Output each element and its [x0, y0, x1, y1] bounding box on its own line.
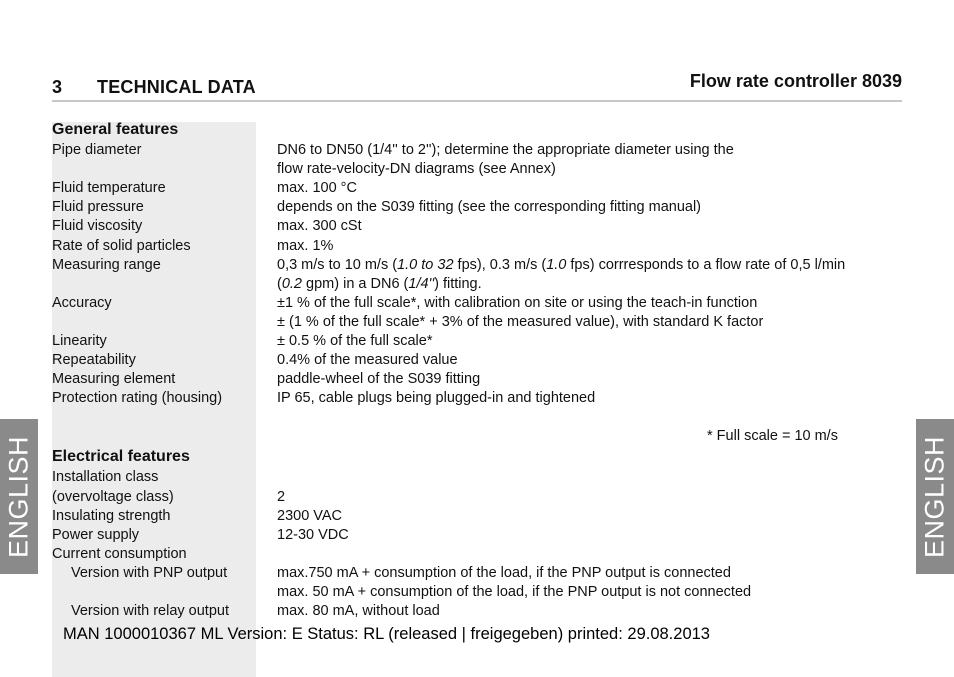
- value-accuracy: ±1 % of the full scale*, with calibration on site or using the teach-in function ± (1 % of the full scale* + 3% of the measured value), with standard K factor: [277, 295, 764, 330]
- chapter-title: TECHNICAL DATA: [97, 77, 256, 97]
- label-protection-rating: Protection rating (housing): [52, 390, 223, 406]
- value-protection-rating: IP 65, cable plugs being plugged-in and tightened: [277, 390, 596, 406]
- value-solid-particles: max. 1%: [277, 238, 334, 254]
- footnote-full-scale: * Full scale = 10 m/s: [707, 428, 838, 444]
- value-linearity: ± 0.5 % of the full scale*: [277, 333, 433, 349]
- language-tab-right: ENGLISH: [916, 419, 954, 574]
- label-fluid-temperature: Fluid temperature: [52, 180, 166, 196]
- section-title-electrical: Electrical features: [52, 448, 190, 465]
- value-measuring-range: 0,3 m/s to 10 m/s (1.0 to 32 fps), 0.3 m/s (1.0 fps) corrresponds to a flow rate of 0,5 l/min (0.2 gpm) in a DN6 (1/4'') fitting.: [277, 257, 846, 292]
- label-overvoltage-class: (overvoltage class): [52, 489, 174, 505]
- value-measuring-element: paddle-wheel of the S039 fitting: [277, 371, 481, 387]
- value-fluid-temperature: max. 100 °C: [277, 180, 357, 196]
- value-installation-class: 2: [277, 489, 286, 505]
- value-relay-output: max. 80 mA, without load: [277, 603, 440, 619]
- value-repeatability: 0.4% of the measured value: [277, 352, 458, 368]
- value-fluid-pressure: depends on the S039 fitting (see the corresponding fitting manual): [277, 199, 701, 215]
- document-status-stamp: MAN 1000010367 ML Version: E Status: RL (released | freigegeben) printed: 29.08.2013: [63, 625, 710, 643]
- label-pnp-output: Version with PNP output: [71, 565, 228, 581]
- product-title: Flow rate controller 8039: [689, 71, 902, 91]
- label-fluid-pressure: Fluid pressure: [52, 199, 144, 215]
- label-installation-class: Installation class: [52, 469, 159, 485]
- label-current-consumption: Current consumption: [52, 546, 187, 562]
- label-insulating-strength: Insulating strength: [52, 508, 171, 524]
- value-power-supply: 12-30 VDC: [277, 527, 349, 543]
- label-measuring-element: Measuring element: [52, 371, 176, 387]
- value-pnp-output: max.750 mA + consumption of the load, if the PNP output is connected max. 50 mA + consumption of the load, if the PNP output is not connected: [277, 565, 752, 600]
- language-tab-left: ENGLISH: [0, 419, 38, 574]
- label-accuracy: Accuracy: [52, 295, 112, 311]
- value-pipe-diameter: DN6 to DN50 (1/4'' to 2''); determine the appropriate diameter using the flow rate-velocity-DN diagrams (see Annex): [277, 142, 734, 177]
- label-pipe-diameter: Pipe diameter: [52, 142, 142, 158]
- label-fluid-viscosity: Fluid viscosity: [52, 218, 143, 234]
- label-measuring-range: Measuring range: [52, 257, 161, 273]
- label-power-supply: Power supply: [52, 527, 140, 543]
- label-relay-output: Version with relay output: [71, 603, 229, 619]
- header-divider: [52, 100, 902, 102]
- value-fluid-viscosity: max. 300 cSt: [277, 218, 362, 234]
- label-repeatability: Repeatability: [52, 352, 136, 368]
- value-insulating-strength: 2300 VAC: [277, 508, 343, 524]
- section-title-general: General features: [52, 121, 179, 138]
- label-solid-particles: Rate of solid particles: [52, 238, 191, 254]
- label-linearity: Linearity: [52, 333, 107, 349]
- chapter-number: 3: [52, 77, 63, 97]
